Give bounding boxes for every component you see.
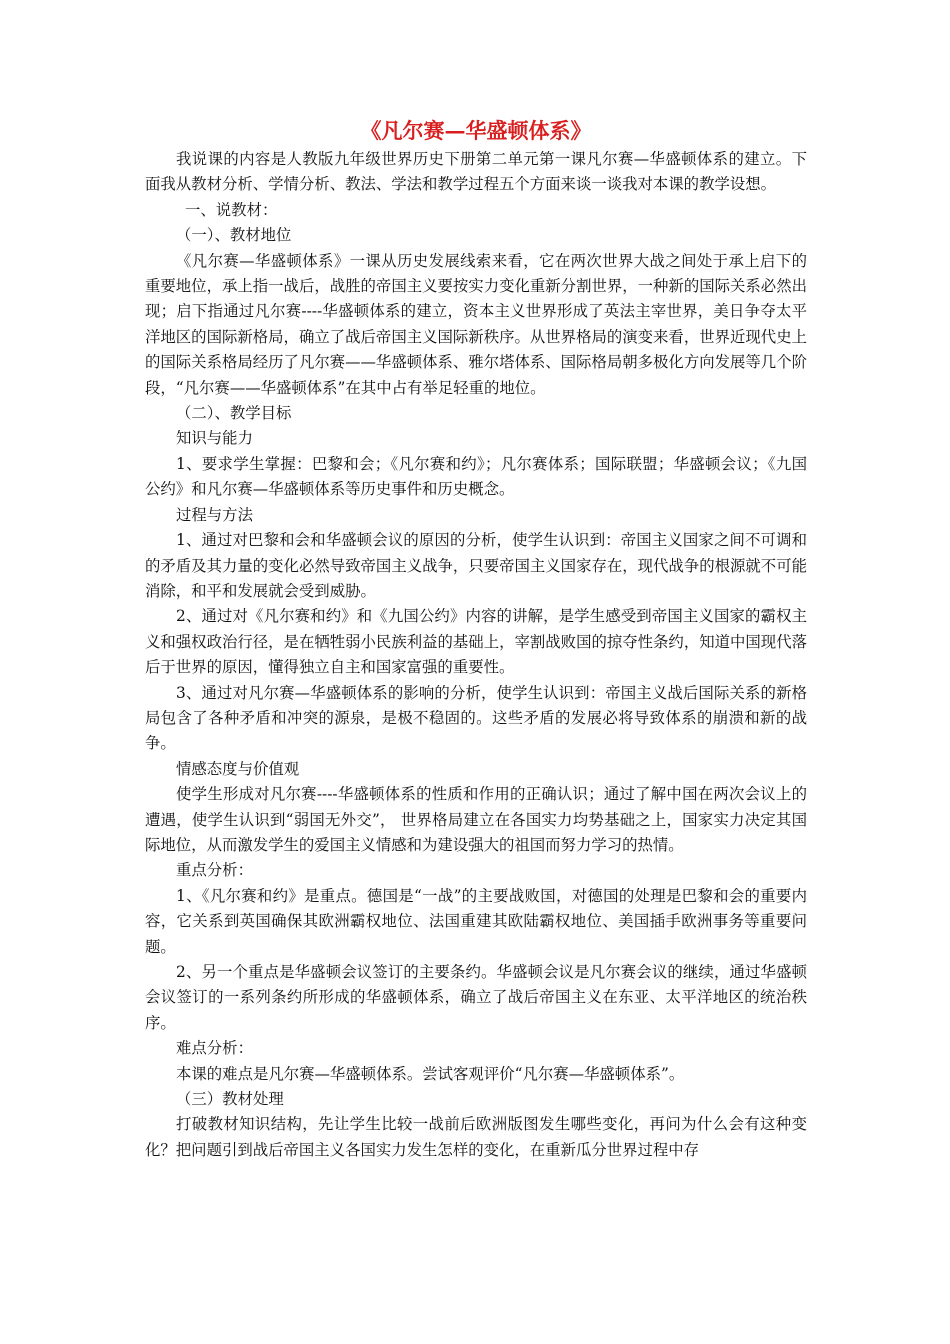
analysis-heading: 难点分析： <box>176 1039 253 1058</box>
subsection-heading: （一）、教材地位 <box>176 226 292 245</box>
paragraph: 本课的难点是凡尔赛—华盛顿体系。尝试客观评价“凡尔赛—华盛顿体系”。 <box>176 1064 685 1083</box>
paragraph: 2、另一个重点是华盛顿会议签订的主要条约。华盛顿会议是凡尔赛会议的继续，通过华盛顿会议签订的一系列条约所形成的华盛顿体系，确立了战后帝国主义在东亚、太平洋地区的统治秩序。 <box>145 963 807 1032</box>
document-title: 《凡尔赛—华盛顿体系》 <box>360 118 592 143</box>
section-heading-1: 一、说教材： <box>185 200 278 219</box>
paragraph: 2、通过对《凡尔赛和约》和《九国公约》内容的讲解，是学生感受到帝国主义国家的霸权主义和强权政治行径，是在牺牲弱小民族利益的基础上，宰割战败国的掠夺性条约，知道中国现代落后于世界的原因，懂得独立自主和国家富强的重要性。 <box>145 607 807 677</box>
paragraph: 3、通过对凡尔赛—华盛顿体系的影响的分析，使学生认识到：帝国主义战后国际关系的新格局包含了各种矛盾和冲突的源泉，是极不稳固的。这些矛盾的发展必将导致体系的崩溃和新的战争。 <box>145 683 807 753</box>
subsection-heading: （三）教材处理 <box>176 1090 284 1109</box>
paragraph: 1、《凡尔赛和约》是重点。德国是“一战”的主要战败国，对德国的处理是巴黎和会的重要内容，它关系到英国确保其欧洲霸权地位、法国重建其欧陆霸权地位、美国插手欧洲事务等重要问题。 <box>145 886 807 956</box>
paragraph: 《凡尔赛—华盛顿体系》一课从历史发展线索来看，它在两次世界大战之间处于承上启下的重要地位，承上指一战后，战胜的帝国主义要按实力变化重新分割世界，一种新的国际关系必然出现；启下指通过凡尔赛----华盛顿体系的建立，资本主义世界形成了英法主宰世界，美日争夺太平洋地区的国际新格局，确立了战后帝国主义国际新秩序。从世界格局的演变来看，世界近现代史上的国际关系格局经历了凡尔赛——华盛顿体系、雅尔塔体系、国际格局朝多极化方向发展等几个阶段，“凡尔赛——华盛顿体系”在其中占有举足轻重的地位。 <box>145 251 807 397</box>
goal-heading: 过程与方法 <box>176 505 253 524</box>
goal-heading: 情感态度与价值观 <box>176 759 300 778</box>
paragraph: 我说课的内容是人教版九年级世界历史下册第二单元第一课凡尔赛—华盛顿体系的建立。下面我从教材分析、学情分析、教法、学法和教学过程五个方面来谈一谈我对本课的教学设想。 <box>145 150 807 194</box>
document-page <box>145 114 807 1163</box>
document-body <box>145 147 807 1163</box>
paragraph: 1、通过对巴黎和会和华盛顿会议的原因的分析，使学生认识到：帝国主义国家之间不可调和的矛盾及其力量的变化必然导致帝国主义战争，只要帝国主义国家存在，现代战争的根源就不可能消除，和平和发展就会受到威胁。 <box>145 531 807 600</box>
paragraph: 1、要求学生掌握：巴黎和会；《凡尔赛和约》；凡尔赛体系；国际联盟；华盛顿会议；《九国公约》和凡尔赛—华盛顿体系等历史事件和历史概念。 <box>145 454 807 499</box>
goal-heading: 知识与能力 <box>176 429 253 448</box>
paragraph: 使学生形成对凡尔赛----华盛顿体系的性质和作用的正确认识；通过了解中国在两次会议上的遭遇，使学生认识到“弱国无外交”， 世界格局建立在各国实力均势基础之上，国家实力决定其国际地位，从而激发学生的爱国主义情感和为建设强大的祖国而努力学习的热情。 <box>145 785 807 854</box>
paragraph: 打破教材知识结构，先让学生比较一战前后欧洲版图发生哪些变化，再问为什么会有这种变化？把问题引到战后帝国主义各国实力发生怎样的变化，在重新瓜分世界过程中存 <box>145 1115 807 1159</box>
subsection-heading: （二）、教学目标 <box>176 404 292 423</box>
analysis-heading: 重点分析： <box>176 861 253 880</box>
